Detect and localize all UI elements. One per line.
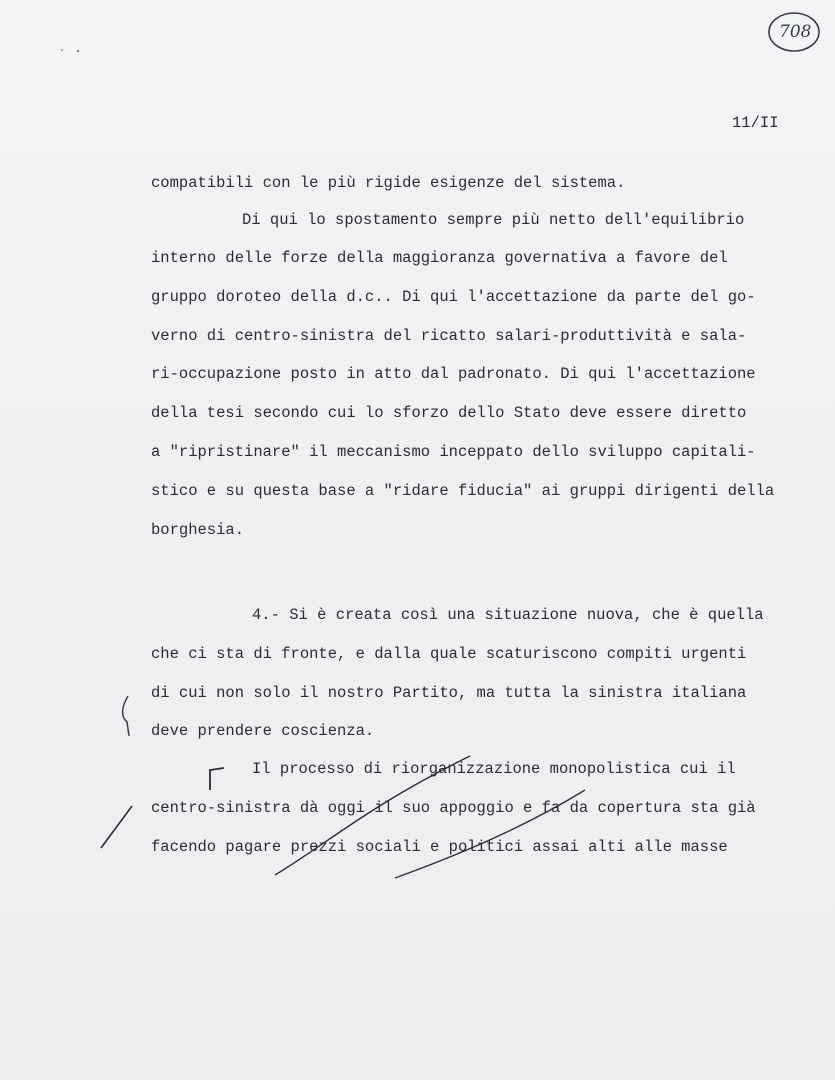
text-line: interno delle forze della maggioranza governativa a favore del	[151, 249, 728, 267]
text-line: di cui non solo il nostro Partito, ma tutta la sinistra italiana	[151, 684, 747, 702]
text-line: Di qui lo spostamento sempre più netto dell'equilibrio	[242, 211, 745, 229]
text-line: a "ripristinare" il meccanismo inceppato dello sviluppo capitali-	[151, 443, 756, 461]
speck	[77, 50, 79, 52]
margin-slash	[101, 806, 132, 848]
text-line: 4.- Si è creata così una situazione nuova, che è quella	[252, 606, 764, 624]
text-line: gruppo doroteo della d.c.. Di qui l'accettazione da parte del go-	[151, 288, 756, 306]
text-line: ri-occupazione posto in atto dal padronato. Di qui l'accettazione	[151, 365, 756, 383]
stamp-number: 708	[779, 22, 812, 42]
text-line: Il processo di riorganizzazione monopolistica cui il	[252, 760, 736, 778]
text-line: compatibili con le più rigide esigenze del sistema.	[151, 174, 626, 192]
text-line: che ci sta di fronte, e dalla quale scaturiscono compiti urgenti	[151, 645, 747, 663]
page-number: 11/II	[732, 114, 779, 132]
text-line: deve prendere coscienza.	[151, 722, 375, 740]
text-line: centro-sinistra dà oggi il suo appoggio e fa da copertura sta già	[151, 799, 756, 817]
text-line: stico e su questa base a "ridare fiducia" ai gruppi dirigenti della	[151, 482, 775, 500]
text-line: borghesia.	[151, 521, 245, 539]
text-line: della tesi secondo cui lo sforzo dello Stato deve essere diretto	[151, 404, 747, 422]
speck	[61, 49, 63, 51]
text-line: facendo pagare prezzi sociali e politici assai alti alle masse	[151, 838, 728, 856]
margin-bracket	[123, 696, 129, 736]
text-line: verno di centro-sinistra del ricatto salari-produttività e sala-	[151, 327, 747, 345]
paragraph-bracket	[210, 768, 224, 790]
